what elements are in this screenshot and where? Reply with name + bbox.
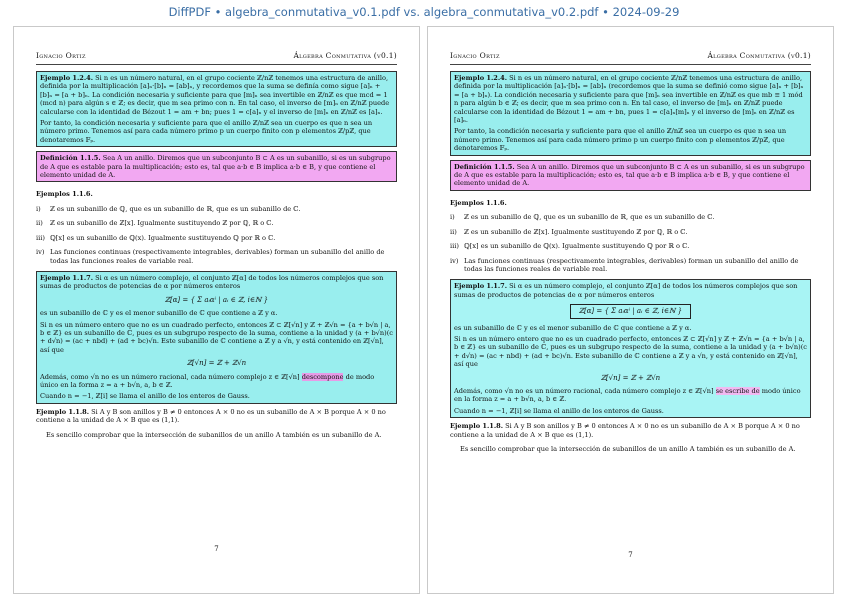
example-text: Si A y B son anillos y B ≠ 0 entonces A × 0 no es un subanillo de A × B porque A × 0 no contiene a la unidad de A × B que es (1,1). (450, 422, 800, 439)
page-number: 7 (214, 545, 219, 553)
example-text-4b: modo único en la forma z = a + b√n, a, b ∈ ℤ. (454, 386, 801, 404)
example-text: Si n es un número natural, en el grupo cociente ℤ/nℤ tenemos una estructura de anillo, definida por la multiplicación [a]ₙ·[b]ₙ = [ab]ₙ (recordemos que la suma se definió como sigue [a]ₙ + [b]ₙ = [a + b]ₙ). La condición necesaria y suficiente para que [m]ₙ sea invertible en ℤ/nℤ es que mb ≡ 1 mód n para algún b ∈ ℤ; es decir, que m sea primo con n. En tal caso, el inverso de [m]ₙ en ℤ/nℤ puede calcularse con la identidad de Bézout 1 = am + bn, pues 1 = c[a]ₙ[m]ₙ y el inverso de [m]ₙ en ℤ/nℤ es [a]ₙ. (454, 74, 804, 125)
list-item: i) ℤ es un subanillo de ℚ, que es un subanillo de ℝ, que es un subanillo de ℂ. (36, 204, 301, 213)
page-number: 7 (628, 551, 633, 559)
example-1-1-7-box (36, 271, 397, 404)
diff-highlight[interactable]: se escribe de (715, 386, 760, 395)
definition-1-1-5-box (36, 151, 397, 182)
example-lead: Ejemplo 1.1.8. (36, 407, 90, 416)
example-1-1-7-box (450, 279, 811, 418)
example-1-2-4-box (450, 71, 811, 156)
list-item: iv) Las funciones continuas (respectivamente integrables, derivables) forman un subanillo del anillo de todas las funciones reales de variable real. (36, 248, 385, 265)
example-text-4a: Además, como √n no es un número racional, cada número complejo z ∈ ℤ[√n] (454, 386, 714, 395)
example-text-5: Cuando n = −1, ℤ[i] se llama el anillo de los enteros de Gauss. (454, 406, 664, 415)
examples-title: Ejemplos 1.1.6. (36, 190, 93, 199)
example-lead: Ejemplo 1.1.7. (40, 273, 94, 282)
window-title: DiffPDF • algebra_conmutativa_v0.1.pdf vs. algebra_conmutativa_v0.2.pdf • 2024-09-29 (0, 0, 848, 24)
page-content (450, 71, 811, 459)
example-lead: Ejemplo 1.1.8. (450, 422, 504, 431)
diff-highlight[interactable]: descompone (301, 372, 344, 381)
definition-text: Sea A un anillo. Diremos que un subconjunto B ⊂ A es un subanillo, si es un subgrupo de A que es estable para la multiplicación; esto es, tal que a·b ∈ B implica a·b ∈ B, y que contiene el elemento unidad de A. (454, 162, 805, 188)
example-text: Si α es un número complejo, el conjunto ℤ[α] de todos los números complejos que son sumas de productos de potencias de α por números enteros (454, 282, 798, 299)
list-item: iii) ℚ[x] es un subanillo de ℚ(x). Igualmente sustituyendo ℚ por ℝ o ℂ. (36, 233, 276, 242)
example-text-3: Si n es un número entero que no es un cuadrado perfecto, entonces ℤ ⊂ ℤ[√n] y ℤ + ℤ√n = {a + b√n | a, b ∈ ℤ} es un subanillo de ℂ, pues es un subgrupo respecto de la suma, contiene a la unidad y (a + b√n)(c + d√n) = (ac + nbd) + (ad + bc)√n. Este subanillo de ℂ contiene a ℤ y a √n, y está contenido en ℤ[√n], así que (454, 334, 807, 369)
header-title: Álgebra Conmutativa (v0.1) (707, 51, 811, 60)
example-text-5: Cuando n = −1, ℤ[i] se llama el anillo de los enteros de Gauss. (40, 392, 250, 401)
closing-paragraph: Es sencillo comprobar que la intersección de subanillos de un anillo A también es un subanillo de A. (46, 430, 382, 439)
examples-list (36, 205, 397, 265)
example-lead: Ejemplo 1.2.4. (40, 74, 94, 82)
example-text: Si n es un número natural, en el grupo cociente ℤ/nℤ tenemos una estructura de anillo, definida por la multiplicación [a]ₙ·[b]ₙ = [ab]ₙ, y recordemos que la suma se definía como sigue [a]ₙ + [b]ₙ = [a + b]ₙ. La condición necesaria y suficiente para que [m]ₙ sea invertible en ℤ/nℤ es que mcd = 1 (mcd n) para algún s ∈ ℤ; es decir, que m sea primo con n. En tal caso, el inverso de [m]ₙ en ℤ/nℤ puede calcularse con la identidad de Bézout 1 = am + bn; pues 1 = c[a]ₙ y el inverso de [m]ₙ en ℤ/nℤ es [a]ₙ. (40, 74, 390, 116)
list-item: ii) ℤ es un subanillo de ℤ[x]. Igualmente sustituyendo ℤ por ℚ, ℝ o ℂ. (450, 227, 688, 236)
list-item: i) ℤ es un subanillo de ℚ, que es un subanillo de ℝ, que es un subanillo de ℂ. (450, 213, 715, 222)
closing-paragraph: Es sencillo comprobar que la intersección de subanillos de un anillo A también es un subanillo de A. (460, 445, 796, 453)
example-text-3: Si n es un número entero que no es un cuadrado perfecto, entonces ℤ ⊂ ℤ[√n] y ℤ + ℤ√n = {a + b√n | a, b ∈ ℤ} es un subanillo de ℂ, pues es un subgrupo respecto de la suma, contiene a la unidad y (a + b√n)(c + d√n) = (ac + nbd) + (ad + bc)√n. Este subanillo de ℂ contiene a ℤ y a √n, y está contenido en ℤ[√n], así que (40, 320, 393, 354)
equation-sqrt: ℤ[√n] = ℤ + ℤ√n (186, 359, 247, 368)
example-text-2: es un subanillo de ℂ y es el menor subanillo de ℂ que contiene a ℤ y α. (454, 323, 692, 332)
definition-lead: Definición 1.1.5. (454, 162, 515, 171)
example-text: Si A y B son anillos y B ≠ 0 entonces A × 0 no es un subanillo de A × B porque A × 0 no contiene a la unidad de A × B que es (1,1). (36, 407, 386, 425)
equation-sqrt: ℤ[√n] = ℤ + ℤ√n (600, 373, 661, 382)
example-text: Si α es un número complejo, el conjunto ℤ[α] de todos los números complejos que son sumas de productos de potencias de α por números enteros (40, 273, 384, 291)
definition-1-1-5-box (450, 160, 811, 191)
running-header (36, 51, 397, 63)
example-lead: Ejemplo 1.2.4. (454, 74, 508, 82)
example-text-2: Por tanto, la condición necesaria y suficiente para que el anillo ℤ/nℤ sea un cuerpo es que n sea un número primo. Tenemos así para cada número primo p un cuerpo finito con p elementos ℤ/pℤ, que denotaremos 𝔽ₚ. (40, 119, 373, 144)
page-content (36, 71, 397, 445)
equation-sum: ℤ[α] = { Σ aᵢαⁱ | aᵢ ∈ ℤ, i∈ℕ } (570, 304, 691, 318)
list-item: iii) ℚ[x] es un subanillo de ℚ(x). Igualmente sustituyendo ℚ por ℝ o ℂ. (450, 242, 690, 251)
running-header (450, 51, 811, 63)
definition-text: Sea A un anillo. Diremos que un subconjunto B ⊂ A es un subanillo, si es un subgrupo de A que es estable para la multiplicación; esto es, tal que a·b ∈ B implica a·b ∈ B, y que contiene el elemento unidad de A. (40, 154, 391, 180)
header-rule (450, 64, 811, 65)
header-title: Álgebra Conmutativa (v0.1) (293, 51, 397, 60)
right-page[interactable] (427, 26, 834, 594)
example-text-2: es un subanillo de ℂ y es el menor subanillo de ℂ que contiene a ℤ y α. (40, 309, 278, 318)
example-text-4a: Además, como √n no es un número racional, cada número complejo z ∈ ℤ[√n] (40, 372, 300, 381)
header-author: Ignacio Ortiz (36, 51, 86, 60)
example-1-2-4-box (36, 71, 397, 147)
list-item: ii) ℤ es un subanillo de ℤ[x]. Igualmente sustituyendo ℤ por ℚ, ℝ o ℂ. (36, 219, 274, 228)
examples-title: Ejemplos 1.1.6. (450, 198, 507, 207)
list-item: iv) Las funciones continuas (respectivamente integrables, derivables) forman un subanillo del anillo de todas las funciones reales de variable real. (450, 256, 799, 273)
header-author: Ignacio Ortiz (450, 51, 500, 60)
examples-list (450, 213, 811, 273)
definition-lead: Definición 1.1.5. (40, 154, 101, 163)
left-page[interactable] (13, 26, 420, 594)
example-text-4b: de modo único en la forma z = a + b√n, a, b ∈ ℤ. (40, 372, 375, 389)
example-text-2: Por tanto, la condición necesaria y suficiente para que el anillo ℤ/nℤ sea un cuerpo es que n sea un número primo. Tenemos así para cada número primo p un cuerpo finito con p elementos ℤ/pℤ, que denotaremos 𝔽ₚ. (454, 127, 787, 153)
example-lead: Ejemplo 1.1.7. (454, 282, 508, 291)
header-rule (36, 64, 397, 65)
equation-sum: ℤ[α] = { Σ aᵢαⁱ | aᵢ ∈ ℤ, i∈ℕ } (164, 295, 269, 304)
